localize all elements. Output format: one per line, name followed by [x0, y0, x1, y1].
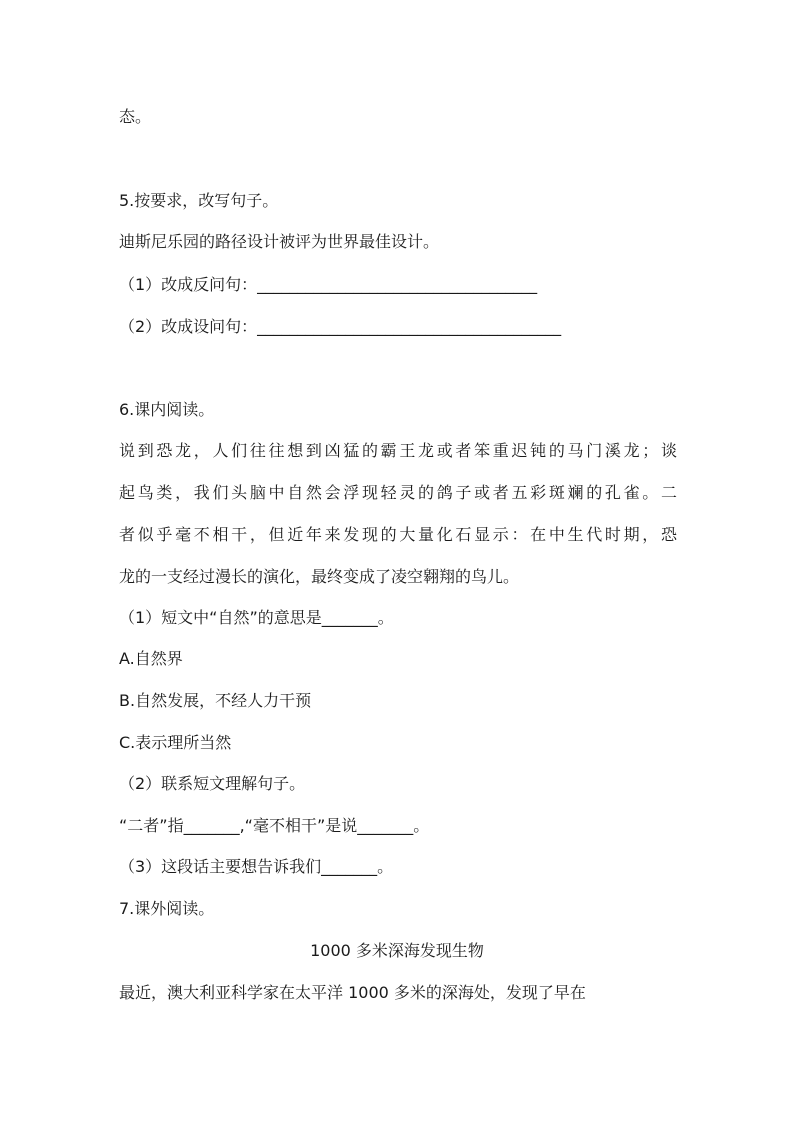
question-6-sub-2: （2）联系短文理解句子。	[119, 774, 306, 793]
continued-text-fragment: 态。	[119, 107, 152, 126]
question-6-heading: 6.课内阅读。	[119, 400, 215, 419]
passage-line: 起鸟类，我们头脑中自然会浮现轻灵的鸽子或者五彩斑斓的孔雀。二	[119, 483, 677, 502]
question-7-heading: 7.课外阅读。	[119, 899, 215, 918]
question-6-sub-1: （1）短文中“自然”的意思是_______。	[119, 608, 394, 627]
article-title: 1000 多米深海发现生物	[310, 941, 484, 960]
question-5-item-2: （2）改成设问句：______________________________________	[119, 317, 562, 336]
option-a: A.自然界	[119, 649, 183, 668]
passage-line: 说到恐龙，人们往往想到凶猛的霸王龙或者笨重迟钝的马门溪龙；谈	[119, 441, 677, 460]
passage-line: 龙的一支经过漫长的演化，最终变成了凌空翱翔的鸟儿。	[119, 567, 520, 586]
question-5-sentence: 迪斯尼乐园的路径设计被评为世界最佳设计。	[119, 232, 440, 251]
question-5-item-1: （1）改成反问句：___________________________________	[119, 275, 538, 294]
option-c: C.表示理所当然	[119, 733, 232, 752]
option-b: B.自然发展，不经人力干预	[119, 691, 312, 710]
question-5-heading: 5.按要求，改写句子。	[119, 191, 279, 210]
question-6-sub-3: （3）这段话主要想告诉我们_______。	[119, 857, 394, 876]
article-first-line: 最近，澳大利亚科学家在太平洋 1000 多米的深海处，发现了早在	[119, 983, 586, 1002]
passage-line: 者似乎毫不相干，但近年来发现的大量化石显示：在中生代时期，恐	[119, 525, 677, 544]
question-6-sub-2-fill: “二者”指_______,“毫不相干”是说_______。	[119, 816, 430, 835]
